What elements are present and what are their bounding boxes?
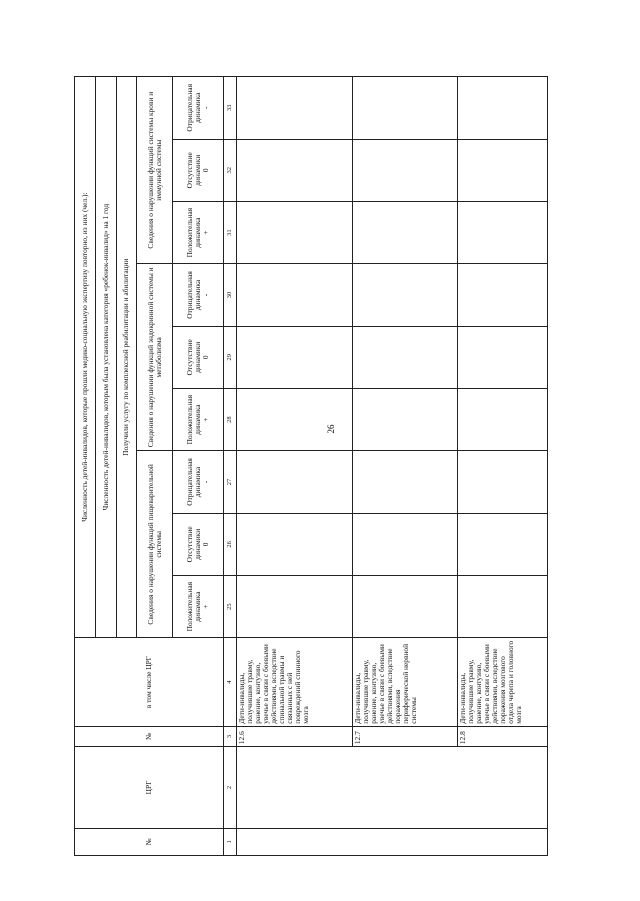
- column-number: 32: [224, 139, 237, 201]
- dynamics-header: Положительная динамика +: [173, 201, 224, 263]
- column-number: 26: [224, 513, 237, 575]
- table-cell: [237, 388, 353, 450]
- column-number: 1: [224, 828, 237, 855]
- column-number: 29: [224, 326, 237, 388]
- table-cell: [237, 451, 353, 513]
- table-cell: [353, 77, 458, 140]
- table-cell: [237, 326, 353, 388]
- table-cell: [458, 139, 548, 201]
- column-number: 31: [224, 201, 237, 263]
- column-number: 30: [224, 264, 237, 326]
- header-group-digestive: Сведения о нарушении функций пищеварительной системы: [137, 451, 173, 638]
- table-cell: [458, 576, 548, 638]
- header-no: №: [75, 828, 224, 855]
- row-label: Дети-инвалиды, получившие травму, ранение, контузию, увечье в связи с боевыми действиями, вследствие спинальной травмы и связанных с ней повреждений спинного мозга: [237, 638, 353, 726]
- dynamics-header: Отрицательная динамика -: [173, 451, 224, 513]
- table-cell: [353, 326, 458, 388]
- header-group-endocrine: Сведения о нарушении функций эндокринной системы и метаболизма: [137, 264, 173, 451]
- row-label: Дети-инвалиды, получившие травму, ранение, контузию, увечье в связи с боевыми действиями, вследствие поражения периферической нервной системы: [353, 638, 458, 726]
- table-cell: [237, 201, 353, 263]
- table-cell: [353, 513, 458, 575]
- table-cell: [353, 451, 458, 513]
- rehabilitation-outcomes-table: [74, 76, 548, 856]
- table-cell: [458, 77, 548, 140]
- table-cell: [237, 264, 353, 326]
- table-cell: [458, 264, 548, 326]
- header-no-sub: №: [75, 726, 224, 746]
- header-crg: ЦРГ: [75, 747, 224, 829]
- column-number: 28: [224, 388, 237, 450]
- header-group-blood: Сведения о нарушении функций системы крови и иммунной системы: [137, 77, 173, 264]
- dynamics-header: Положительная динамика +: [173, 388, 224, 450]
- row-number: 12.7: [353, 726, 458, 746]
- table-cell: [458, 201, 548, 263]
- cell-empty-crg: [237, 747, 548, 829]
- column-number: 4: [224, 638, 237, 726]
- row-number: 12.6: [237, 726, 353, 746]
- table-cell: [458, 388, 548, 450]
- table-cell: [237, 513, 353, 575]
- row-label: Дети-инвалиды, получившие травму, ранение, контузию, увечье в связи с боевыми действиями, вследствие поражения мозгового отдела черепа и головного мозга: [458, 638, 548, 726]
- table-cell: [353, 139, 458, 201]
- column-number: 27: [224, 451, 237, 513]
- table-cell: [458, 451, 548, 513]
- column-number: 33: [224, 77, 237, 140]
- table-cell: [458, 326, 548, 388]
- dynamics-header: Положительная динамика +: [173, 576, 224, 638]
- dynamics-header: Отрицательная динамика -: [173, 264, 224, 326]
- header-service: Получили услугу по комплексной реабилитации и абилитации: [116, 77, 137, 638]
- table-cell: [353, 201, 458, 263]
- header-subtitle-count: Численность детей-инвалидов, которым была установлена категория «ребенок-инвалид» на 1 год: [95, 77, 116, 638]
- row-number: 12.8: [458, 726, 548, 746]
- column-number: 2: [224, 747, 237, 829]
- dynamics-header: Отсутствие динамики 0: [173, 326, 224, 388]
- column-number: 3: [224, 726, 237, 746]
- table-cell: [237, 139, 353, 201]
- cell-empty-no: [237, 828, 548, 855]
- table-cell: [353, 576, 458, 638]
- table-cell: [458, 513, 548, 575]
- table-cell: [353, 264, 458, 326]
- dynamics-header: Отрицательная динамика -: [173, 77, 224, 140]
- column-number: 25: [224, 576, 237, 638]
- table-cell: [237, 576, 353, 638]
- table-cell: [237, 77, 353, 140]
- page-number: 26: [326, 424, 336, 434]
- table-cell: [353, 388, 458, 450]
- header-including-crg: в том числе ЦРГ: [75, 638, 224, 726]
- dynamics-header: Отсутствие динамики 0: [173, 139, 224, 201]
- header-title-count: Численность детей-инвалидов, которые прошли медико-социальную экспертизу повторно, из них (чел.):: [75, 77, 96, 638]
- dynamics-header: Отсутствие динамики 0: [173, 513, 224, 575]
- rotated-report-table: [74, 76, 548, 856]
